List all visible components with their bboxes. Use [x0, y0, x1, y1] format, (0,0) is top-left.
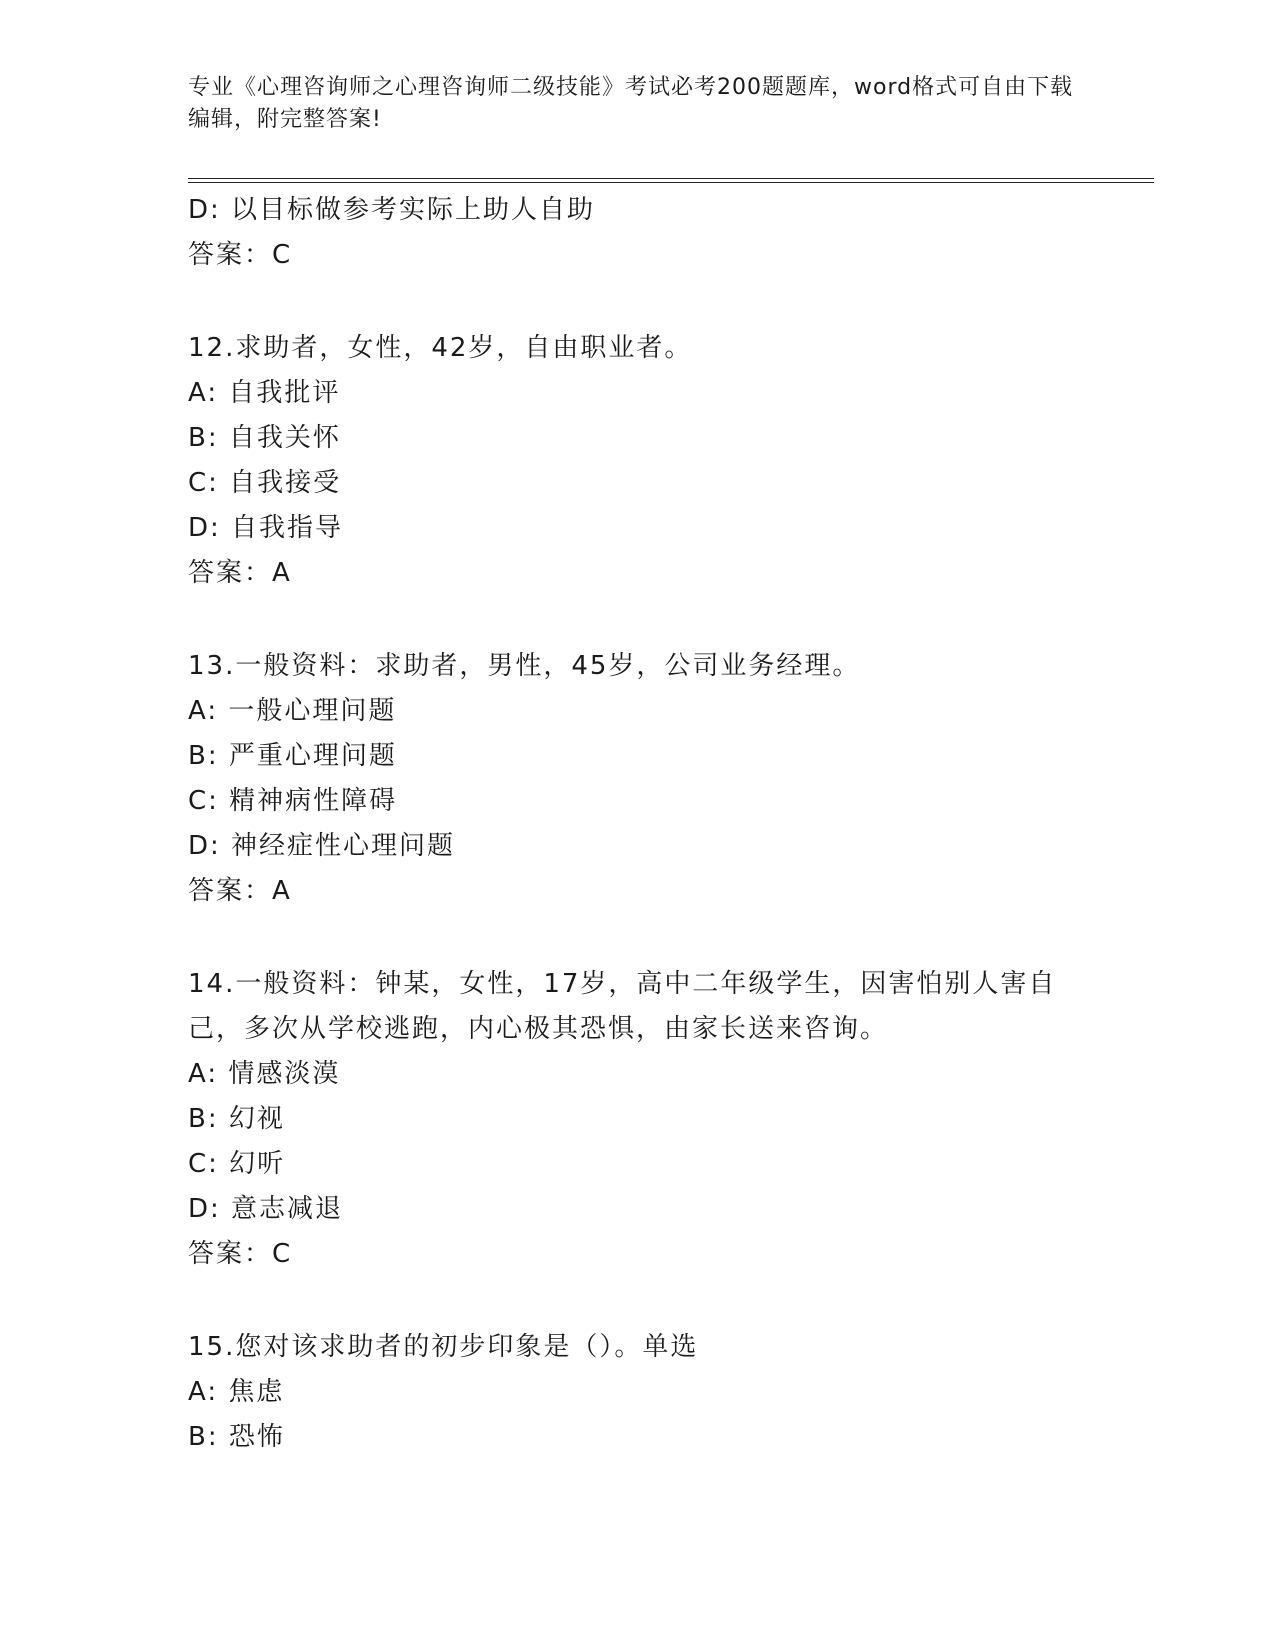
spacer	[188, 1277, 1088, 1325]
question-12	[188, 326, 1088, 596]
rule-line-top	[188, 178, 1154, 179]
question-answer: 答案：A	[188, 558, 292, 588]
option-a: A: 焦虑	[188, 1377, 285, 1407]
question-stem: 13.一般资料：求助者，男性，45岁，公司业务经理。	[188, 651, 861, 681]
question-stem: 14.一般资料：钟某，女性，17岁，高中二年级学生，因害怕别人害自己，多次从学校逃跑，内心极其恐惧，由家长送来咨询。	[188, 969, 1057, 1044]
option-b: B: 幻视	[188, 1104, 285, 1134]
option-c: C: 精神病性障碍	[188, 786, 398, 816]
question-list	[188, 188, 1088, 1460]
document-header: 专业《心理咨询师之心理咨询师二级技能》考试必考200题题库，word格式可自由下载编辑，附完整答案!	[188, 75, 1074, 132]
question-stem: 12.求助者，女性，42岁，自由职业者。	[188, 333, 693, 363]
option-b: B: 恐怖	[188, 1422, 285, 1452]
spacer	[188, 914, 1088, 962]
prev-question-option-d: D: 以目标做参考实际上助人自助	[188, 195, 596, 225]
spacer	[188, 278, 1088, 326]
question-stem: 15.您对该求助者的初步印象是（）。单选	[188, 1332, 699, 1362]
option-a: A: 情感淡漠	[188, 1059, 341, 1089]
option-d: D: 自我指导	[188, 513, 344, 543]
rule-line-bottom	[188, 182, 1154, 183]
option-d: D: 意志减退	[188, 1194, 344, 1224]
prev-question-answer: 答案：C	[188, 240, 293, 270]
option-c: C: 自我接受	[188, 468, 342, 498]
question-answer: 答案：A	[188, 876, 292, 906]
option-a: A: 自我批评	[188, 378, 341, 408]
question-14	[188, 962, 1088, 1277]
option-c: C: 幻听	[188, 1149, 286, 1179]
option-a: A: 一般心理问题	[188, 696, 397, 726]
question-13	[188, 644, 1088, 914]
question-15	[188, 1325, 1088, 1460]
option-d: D: 神经症性心理问题	[188, 831, 456, 861]
option-b: B: 严重心理问题	[188, 741, 397, 771]
header-double-rule	[188, 178, 1154, 184]
question-answer: 答案：C	[188, 1239, 293, 1269]
spacer	[188, 596, 1088, 644]
option-b: B: 自我关怀	[188, 423, 341, 453]
